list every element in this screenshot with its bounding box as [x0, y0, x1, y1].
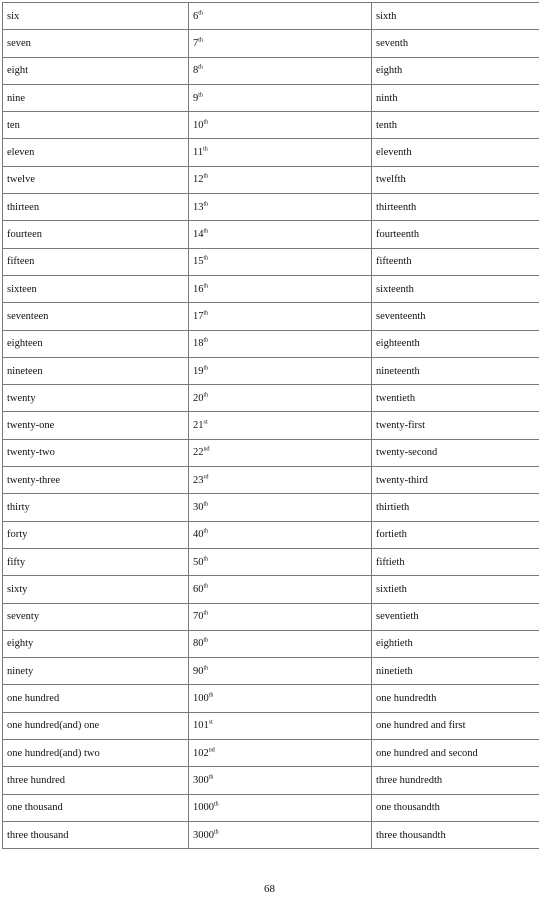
- numeral-value: 8: [193, 65, 199, 77]
- ordinal-cell: ninth: [372, 84, 539, 111]
- numeral-cell: [189, 303, 372, 330]
- numeral-cell: [189, 330, 372, 357]
- table-row: [3, 303, 539, 330]
- ordinal-suffix: th: [214, 829, 219, 836]
- cardinal-cell: one hundred(and) one: [3, 712, 189, 739]
- cardinal-cell: twenty: [3, 385, 189, 412]
- ordinal-cell: seventeenth: [372, 303, 539, 330]
- ordinal-cell: tenth: [372, 112, 539, 139]
- cardinal-cell: one thousand: [3, 794, 189, 821]
- ordinal-cell: eightieth: [372, 630, 539, 657]
- table-row: [3, 221, 539, 248]
- cardinal-cell: one hundred(and) two: [3, 740, 189, 767]
- table-row: [3, 248, 539, 275]
- table-row: [3, 412, 539, 439]
- ordinal-suffix: th: [203, 337, 209, 344]
- cardinal-cell: forty: [3, 521, 189, 548]
- ordinal-suffix: st: [203, 419, 208, 426]
- ordinal-cell: one hundredth: [372, 685, 539, 712]
- numeral-cell: [189, 439, 372, 466]
- ordinal-cell: twenty-first: [372, 412, 539, 439]
- cardinal-cell: one hundred: [3, 685, 189, 712]
- numeral-cell: [189, 603, 372, 630]
- numeral-value: 40: [193, 529, 204, 541]
- ordinal-suffix: th: [203, 119, 209, 126]
- ordinal-suffix: th: [203, 637, 209, 644]
- ordinal-suffix: th: [203, 610, 209, 617]
- ordinal-cell: twelfth: [372, 166, 539, 193]
- numeral-value: 90: [193, 665, 204, 677]
- ordinal-suffix: th: [203, 556, 209, 563]
- cardinal-cell: seventy: [3, 603, 189, 630]
- cardinal-cell: eighty: [3, 630, 189, 657]
- ordinal-cell: sixteenth: [372, 275, 539, 302]
- ordinal-cell: seventh: [372, 30, 539, 57]
- numeral-cell: [189, 740, 372, 767]
- ordinal-suffix: th: [203, 310, 209, 317]
- numeral-value: 21: [193, 420, 204, 432]
- ordinal-cell: one thousandth: [372, 794, 539, 821]
- numeral-value: 12: [193, 174, 204, 186]
- ordinal-suffix: nd: [208, 747, 215, 754]
- numeral-cell: [189, 84, 372, 111]
- cardinal-cell: thirteen: [3, 194, 189, 221]
- numeral-cell: [189, 221, 372, 248]
- numeral-value: 17: [193, 310, 204, 322]
- table-row: [3, 821, 539, 848]
- ordinal-cell: thirtieth: [372, 494, 539, 521]
- numeral-cell: [189, 821, 372, 848]
- cardinal-cell: twenty-two: [3, 439, 189, 466]
- table-row: [3, 139, 539, 166]
- ordinal-suffix: th: [203, 255, 209, 262]
- ordinal-suffix: th: [198, 64, 203, 71]
- numeral-cell: [189, 712, 372, 739]
- cardinal-cell: ninety: [3, 658, 189, 685]
- numeral-cell: [189, 794, 372, 821]
- ordinal-cell: sixth: [372, 3, 539, 30]
- ordinal-cell: fortieth: [372, 521, 539, 548]
- ordinal-cell: three thousandth: [372, 821, 539, 848]
- ordinal-cell: twenty-third: [372, 467, 539, 494]
- table-row: [3, 57, 539, 84]
- numeral-cell: [189, 3, 372, 30]
- cardinal-cell: fifty: [3, 548, 189, 575]
- ordinal-suffix: th: [203, 365, 209, 371]
- numeral-cell: [189, 248, 372, 275]
- numeral-value: 101: [193, 720, 209, 732]
- numeral-cell: [189, 112, 372, 139]
- table-row: [3, 112, 539, 139]
- ordinal-cell: twentieth: [372, 385, 539, 412]
- numeral-cell: [189, 412, 372, 439]
- numeral-value: 9: [193, 92, 199, 104]
- numeral-value: 100: [193, 693, 209, 705]
- table-row: [3, 467, 539, 494]
- table-row: [3, 740, 539, 767]
- table-row: [3, 548, 539, 575]
- cardinal-cell: ten: [3, 112, 189, 139]
- cardinal-cell: nine: [3, 84, 189, 111]
- numeral-value: 7: [193, 37, 199, 49]
- numeral-cell: [189, 194, 372, 221]
- ordinal-cell: one hundred and first: [372, 712, 539, 739]
- numbers-table-body: [3, 3, 539, 849]
- cardinal-cell: thirty: [3, 494, 189, 521]
- numeral-value: 102: [193, 747, 209, 759]
- numeral-value: 3000: [193, 829, 214, 841]
- table-row: [3, 330, 539, 357]
- numeral-cell: [189, 767, 372, 794]
- ordinal-suffix: th: [203, 283, 209, 290]
- ordinal-cell: one hundred and second: [372, 740, 539, 767]
- table-row: [3, 385, 539, 412]
- numbers-table: [2, 2, 539, 849]
- table-row: [3, 603, 539, 630]
- cardinal-cell: sixteen: [3, 275, 189, 302]
- ordinal-suffix: th: [208, 774, 214, 781]
- table-row: [3, 794, 539, 821]
- numeral-value: 10: [193, 119, 204, 131]
- cardinal-cell: seventeen: [3, 303, 189, 330]
- numeral-cell: [189, 30, 372, 57]
- cardinal-cell: twenty-three: [3, 467, 189, 494]
- table-row: [3, 194, 539, 221]
- numeral-cell: [189, 576, 372, 603]
- ordinal-cell: eleventh: [372, 139, 539, 166]
- ordinal-cell: nineteenth: [372, 357, 539, 384]
- table-row: [3, 357, 539, 384]
- numeral-value: 15: [193, 256, 204, 268]
- ordinal-cell: three hundredth: [372, 767, 539, 794]
- numeral-value: 16: [193, 283, 204, 295]
- table-row: [3, 494, 539, 521]
- ordinal-cell: eighth: [372, 57, 539, 84]
- table-row: [3, 767, 539, 794]
- ordinal-suffix: th: [203, 173, 209, 180]
- cardinal-cell: six: [3, 3, 189, 30]
- numeral-value: 30: [193, 501, 204, 513]
- table-row: [3, 576, 539, 603]
- cardinal-cell: fourteen: [3, 221, 189, 248]
- numeral-value: 18: [193, 338, 204, 350]
- ordinal-suffix: st: [208, 719, 213, 726]
- numeral-cell: [189, 494, 372, 521]
- ordinal-cell: sixtieth: [372, 576, 539, 603]
- table-row: [3, 712, 539, 739]
- table-row: [3, 3, 539, 30]
- ordinal-cell: ninetieth: [372, 658, 539, 685]
- numeral-cell: [189, 357, 372, 384]
- cardinal-cell: sixty: [3, 576, 189, 603]
- numeral-value: 1000: [193, 802, 214, 814]
- ordinal-suffix: th: [203, 501, 209, 508]
- table-row: [3, 84, 539, 111]
- numeral-cell: [189, 521, 372, 548]
- table-row: [3, 630, 539, 657]
- numeral-cell: [189, 275, 372, 302]
- numeral-value: 11: [193, 147, 204, 159]
- ordinal-cell: eighteenth: [372, 330, 539, 357]
- cardinal-cell: eleven: [3, 139, 189, 166]
- ordinal-cell: thirteenth: [372, 194, 539, 221]
- numeral-value: 20: [193, 392, 204, 404]
- page-number: 68: [264, 883, 275, 895]
- ordinal-suffix: th: [208, 692, 214, 699]
- ordinal-suffix: th: [198, 92, 203, 99]
- cardinal-cell: three thousand: [3, 821, 189, 848]
- numeral-cell: [189, 385, 372, 412]
- cardinal-cell: twenty-one: [3, 412, 189, 439]
- cardinal-cell: eighteen: [3, 330, 189, 357]
- ordinal-cell: fourteenth: [372, 221, 539, 248]
- ordinal-suffix: th: [203, 665, 209, 672]
- numeral-cell: [189, 630, 372, 657]
- table-row: [3, 521, 539, 548]
- cardinal-cell: fifteen: [3, 248, 189, 275]
- cardinal-cell: eight: [3, 57, 189, 84]
- ordinal-cell: fifteenth: [372, 248, 539, 275]
- numeral-value: 22: [193, 447, 204, 459]
- numeral-value: 14: [193, 229, 204, 241]
- ordinal-cell: seventieth: [372, 603, 539, 630]
- ordinal-cell: fiftieth: [372, 548, 539, 575]
- numeral-cell: [189, 139, 372, 166]
- table-row: [3, 658, 539, 685]
- numeral-cell: [189, 166, 372, 193]
- numeral-cell: [189, 57, 372, 84]
- ordinal-suffix: th: [203, 583, 209, 590]
- numeral-value: 19: [193, 365, 204, 377]
- table-row: [3, 439, 539, 466]
- table-row: [3, 30, 539, 57]
- ordinal-suffix: th: [203, 146, 208, 153]
- numeral-value: 300: [193, 774, 209, 786]
- numeral-value: 13: [193, 201, 204, 213]
- ordinal-suffix: th: [203, 528, 209, 535]
- numeral-cell: [189, 658, 372, 685]
- ordinal-suffix: th: [214, 801, 219, 808]
- ordinal-suffix: th: [198, 10, 203, 17]
- table-row: [3, 166, 539, 193]
- ordinal-suffix: th: [203, 228, 209, 235]
- table-row: [3, 275, 539, 302]
- numeral-value: 23: [193, 474, 204, 486]
- ordinal-suffix: th: [198, 37, 203, 44]
- ordinal-suffix: th: [203, 392, 209, 399]
- ordinal-suffix: th: [203, 201, 209, 208]
- numeral-value: 6: [193, 10, 199, 22]
- table-row: [3, 685, 539, 712]
- numeral-value: 70: [193, 611, 204, 623]
- numeral-value: 50: [193, 556, 204, 568]
- ordinal-suffix: rd: [203, 474, 209, 481]
- numeral-cell: [189, 548, 372, 575]
- numeral-cell: [189, 467, 372, 494]
- numeral-cell: [189, 685, 372, 712]
- cardinal-cell: nineteen: [3, 357, 189, 384]
- cardinal-cell: seven: [3, 30, 189, 57]
- numeral-value: 60: [193, 583, 204, 595]
- numeral-value: 80: [193, 638, 204, 650]
- ordinal-suffix: nd: [203, 446, 210, 453]
- cardinal-cell: twelve: [3, 166, 189, 193]
- ordinal-cell: twenty-second: [372, 439, 539, 466]
- cardinal-cell: three hundred: [3, 767, 189, 794]
